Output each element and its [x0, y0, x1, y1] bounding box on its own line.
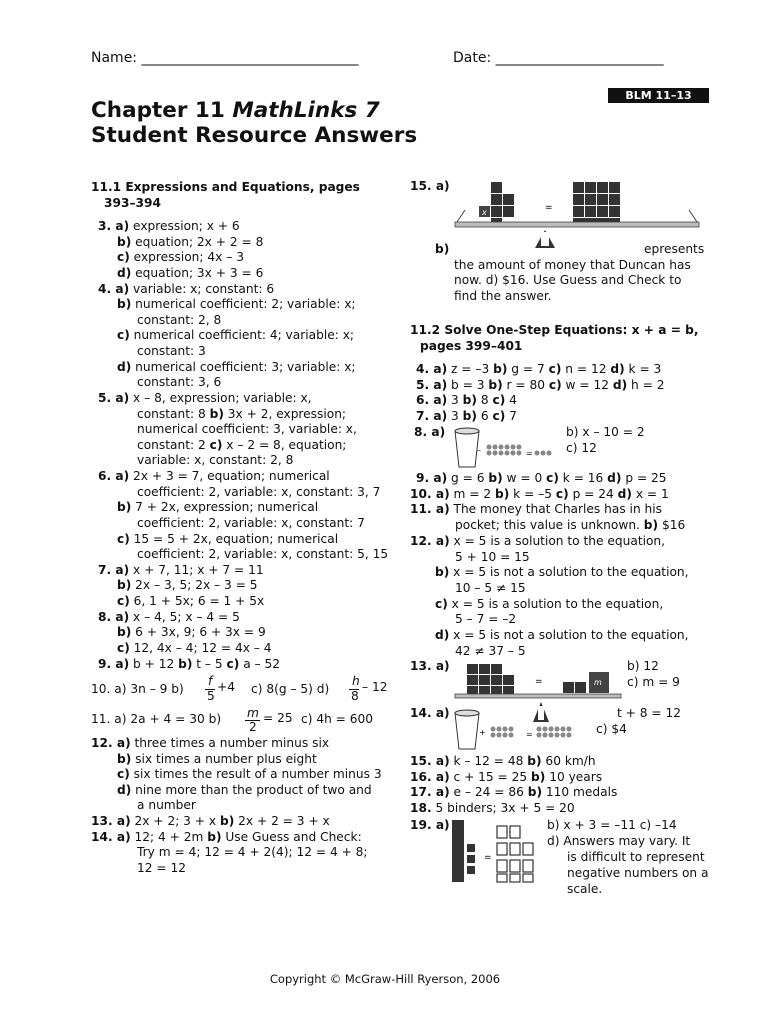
frac-b-num: f	[208, 674, 213, 688]
answer-line: coefficient: 2, variable: x, constant: 5, 15	[137, 547, 389, 562]
svg-text:–: –	[477, 446, 481, 455]
answer-line: 14. a) 12; 4 + 2m b) Use Guess and Check:	[91, 829, 362, 844]
x-cup-label: x	[482, 208, 487, 217]
cup-icon	[455, 431, 479, 467]
q19a-label: 19. a)	[410, 818, 450, 832]
q13b: b) 12	[627, 659, 659, 673]
answer-line: c) six times the result of a number minus 3	[117, 767, 382, 782]
q8c: c) 12	[566, 441, 597, 455]
name-field-label: Name: _______________________________	[91, 50, 359, 66]
answer-line: 16. a) c + 15 = 25 b) 10 years	[410, 769, 603, 784]
q19b: b) x + 3 = –11 c) –14	[547, 818, 677, 832]
x-tile	[452, 820, 464, 882]
answer-line: b) equation; 2x + 2 = 8	[117, 234, 264, 249]
answer-line: constant: 3, 6	[137, 375, 222, 390]
answer-line: b) six times a number plus eight	[117, 751, 317, 766]
right-pan-cubes-13	[563, 672, 609, 693]
right-pan-cubes	[573, 182, 620, 222]
answer-line: 15. a) k – 12 = 48 b) 60 km/h	[410, 754, 596, 768]
q14a-label: 14. a)	[410, 706, 450, 720]
scale-beam	[455, 222, 699, 227]
svg-text:=: =	[526, 449, 533, 458]
cup-counters-diagram-14	[453, 709, 601, 753]
cup-counters-diagram-8	[453, 427, 563, 471]
answer-line: constant: 2 c) x – 2 = 8, equation;	[137, 437, 347, 452]
algebra-tiles-diagram-19	[452, 818, 542, 884]
title-subtitle: Student Resource Answers	[91, 123, 418, 148]
answer-line: a number	[137, 798, 196, 813]
answer-line: variable: x, constant: 2, 8	[137, 453, 294, 468]
answer-line: c) 12, 4x – 4; 12 = 4x – 4	[117, 641, 272, 655]
answer-line: constant: 2, 8	[137, 312, 222, 327]
answer-line: 3. a) expression; x + 6	[98, 219, 240, 233]
q14c: c) $4	[596, 722, 627, 736]
q15b-tail: epresents	[644, 242, 705, 256]
answer-line: b) 7 + 2x, expression; numerical	[117, 500, 319, 515]
answer-line: 6. a) 2x + 3 = 7, equation; numerical	[98, 469, 330, 484]
answer-line: b) x = 5 is not a solution to the equation,	[435, 565, 689, 580]
answer-line: 5. a) x – 8, expression; variable: x,	[98, 390, 312, 405]
answer-line: 8. a) x – 4, 5; x – 4 = 5	[98, 609, 240, 624]
frac-d-den: 8	[351, 689, 359, 703]
answer-line: coefficient: 2, variable: x, constant: 7	[137, 515, 365, 530]
answer-line: coefficient: 2, variable: x, constant: 3, 7	[137, 484, 381, 499]
counters	[487, 445, 552, 456]
answer-line: constant: 3	[137, 344, 206, 359]
equals-sign: =	[545, 203, 553, 213]
frac-m-den: 2	[249, 720, 257, 734]
q14b: t + 8 = 12	[617, 706, 681, 720]
q19d-line1: d) Answers may vary. It	[547, 834, 691, 848]
answer-line: 12. a) x = 5 is a solution to the equation,	[410, 533, 666, 548]
frac-d-tail: – 12	[362, 680, 388, 694]
q15a-label: 15. a)	[410, 179, 450, 193]
m-cup-label: m	[594, 678, 602, 687]
answer-line: 7. a) x + 7, 11; x + 7 = 11	[98, 562, 264, 577]
q8a-label: 8. a)	[414, 425, 446, 439]
answer-line: 12 = 12	[137, 860, 186, 875]
frac-b-tail: +4	[217, 680, 235, 694]
q15b-line2: the amount of money that Duncan has	[454, 258, 691, 272]
answer-line: 11. a) The money that Charles has in his	[410, 502, 662, 517]
answer-10-c: c) 8(g – 5) d)	[251, 682, 330, 696]
answer-line: 9. a) g = 6 b) w = 0 c) k = 16 d) p = 25	[416, 471, 667, 485]
answer-line: d) x = 5 is not a solution to the equation,	[435, 628, 689, 642]
answer-line: 10 – 5 ≠ 15	[455, 580, 526, 595]
answer-11-c: c) 4h = 600	[301, 712, 374, 726]
section-heading-11-1-pages: 393–394	[104, 196, 161, 210]
date-field-label: Date: ________________________	[453, 50, 664, 66]
answer-line: b) 6 + 3x, 9; 6 + 3x = 9	[117, 625, 266, 640]
title-book: MathLinks 7	[232, 98, 380, 123]
page-title	[91, 98, 417, 148]
answer-line: 6. a) 3 b) 8 c) 4	[416, 393, 517, 408]
section-heading-11-1: 11.1 Expressions and Equations, pages	[91, 180, 360, 194]
svg-text:=: =	[535, 677, 543, 687]
answer-line: pocket; this value is unknown. b) $16	[455, 518, 686, 533]
answer-line: 18. 5 binders; 3x + 5 = 20	[410, 801, 575, 816]
answer-line: d) numerical coefficient: 3; variable: x;	[117, 359, 356, 374]
answer-line: Try m = 4; 12 = 4 + 2(4); 12 = 4 + 8;	[137, 845, 368, 860]
q15b-line3: now. d) $16. Use Guess and Check to	[454, 273, 682, 287]
left-pan-cubes-13	[467, 664, 514, 694]
answer-line: c) 15 = 5 + 2x, equation; numerical	[117, 531, 339, 546]
answer-line: d) equation; 3x + 3 = 6	[117, 265, 264, 280]
q15b-label: b)	[435, 242, 450, 256]
title-chapter: Chapter 11	[91, 98, 233, 123]
answer-line: 12. a) three times a number minus six	[91, 736, 330, 750]
frac-d-num: h	[352, 674, 360, 688]
answer-line: 7. a) 3 b) 6 c) 7	[416, 409, 517, 424]
answer-line: c) 6, 1 + 5x; 6 = 1 + 5x	[117, 594, 265, 609]
section-heading-11-2-pages: pages 399–401	[420, 339, 523, 353]
svg-text:=: =	[484, 853, 492, 863]
q19d-line4: scale.	[567, 882, 603, 896]
answer-line: 42 ≠ 37 – 5	[455, 643, 526, 658]
answer-10-text: 10. a) 3n – 9 b)	[91, 682, 184, 696]
answer-line: b) numerical coefficient: 2; variable: x;	[117, 297, 356, 312]
q19d-line3: negative numbers on a	[567, 866, 709, 880]
answer-line: 4. a) variable: x; constant: 6	[98, 281, 275, 296]
answer-line: 17. a) e – 24 = 86 b) 110 medals	[410, 785, 618, 800]
q19d-line2: is difficult to represent	[567, 850, 705, 864]
answer-line: 13. a) 2x + 2; 3 + x b) 2x + 2 = 3 + x	[91, 814, 330, 828]
answer-11-text: 11. a) 2a + 4 = 30 b)	[91, 712, 222, 726]
copyright-footer: Copyright © McGraw-Hill Ryerson, 2006	[269, 972, 501, 986]
answer-line: 5. a) b = 3 b) r = 80 c) w = 12 d) h = 2	[416, 377, 665, 392]
answer-line: 5 – 7 = –2	[455, 612, 517, 627]
answer-line: constant: 8 b) 3x + 2, expression;	[137, 406, 347, 421]
frac-b-den: 5	[207, 689, 215, 703]
svg-text:=: =	[526, 730, 533, 739]
q13c: c) m = 9	[627, 675, 680, 689]
answer-line: b) 2x – 3, 5; 2x – 3 = 5	[117, 578, 258, 593]
answer-line: 10. a) m = 2 b) k = –5 c) p = 24 d) x = 1	[410, 486, 669, 501]
section-heading-11-2: 11.2 Solve One-Step Equations: x + a = b,	[410, 323, 699, 337]
answer-line: 9. a) b + 12 b) t – 5 c) a – 52	[98, 656, 281, 671]
answer-line: 4. a) z = –3 b) g = 7 c) n = 12 d) k = 3	[416, 362, 662, 376]
q13a-label: 13. a)	[410, 659, 450, 673]
answer-line: c) x = 5 is a solution to the equation,	[435, 596, 664, 611]
frac-m-num: m	[247, 706, 259, 720]
frac-m-tail: = 25	[263, 711, 293, 725]
answer-line: d) nine more than the product of two and	[117, 782, 372, 797]
svg-text:+: +	[479, 728, 486, 737]
answer-line: c) expression; 4x – 3	[117, 250, 244, 265]
answer-line: 5 + 10 = 15	[455, 549, 530, 564]
unit-tiles-negative	[497, 826, 533, 882]
answer-line: c) numerical coefficient: 4; variable: x;	[117, 328, 355, 343]
blm-badge: BLM 11–13	[608, 88, 709, 103]
answer-line: numerical coefficient: 3, variable: x,	[137, 422, 357, 437]
q15b-line4: find the answer.	[454, 289, 552, 303]
q8b: b) x – 10 = 2	[566, 425, 645, 439]
